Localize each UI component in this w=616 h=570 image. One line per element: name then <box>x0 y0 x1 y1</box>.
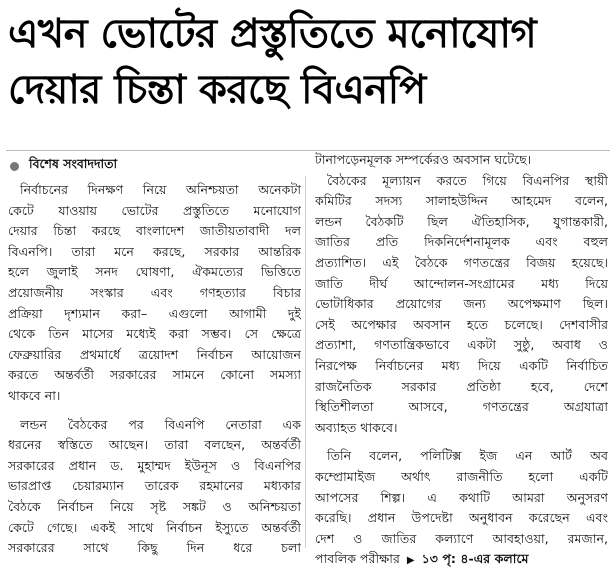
right-para-2 <box>315 171 608 439</box>
right-column <box>315 150 608 570</box>
text-line: বৈঠকের মূল্যায়ন করতে গিয়ে বিএনপির স্থায়ী <box>327 172 608 188</box>
jump-reference[interactable]: ১৩ পৃ: ৪-এর কলামে <box>421 551 529 567</box>
text-line: রাজনৈতিক সরকার প্রতিষ্ঠা হবে, দেশে <box>315 378 608 394</box>
bullet-icon <box>10 162 19 171</box>
byline-text: বিশেষ সংবাদদাতা <box>29 156 118 171</box>
text-line: প্রত্যাশিত। এই বৈঠকে গণতন্ত্রের বিজয় হয়েছে। <box>315 254 608 270</box>
column-divider <box>305 176 306 548</box>
text-line: সরকারের সাথে কিছু দিন ধরে চলা <box>8 540 301 556</box>
text-line: বৈঠকে নির্বাচন নিয়ে সৃষ্ট সঙ্কট ও অনিশ্চয়তা <box>8 498 301 514</box>
text-line: কমিটির সদস্য সালাহউদ্দিন আহমেদ বলেন, <box>315 193 608 209</box>
text-line: করতে অন্তর্বর্তী সরকারের সামনে কোনো সমস্যা <box>8 367 301 383</box>
text-line: লন্ডন বৈঠকটি ছিল ঐতিহাসিক, যুগান্তকারী, <box>315 213 608 229</box>
text-line: বিএনপি। তারা মনে করছে, সরকার আন্তরিক <box>8 243 301 259</box>
text-line: প্রত্যাশা, গণতান্ত্রিকভাবে একটা সুষ্ঠু, অবাধ ও <box>315 337 608 353</box>
text-line: তিনি বলেন, পলিটিক্স ইজ এন আর্ট অব <box>327 448 608 464</box>
continuation-line <box>315 549 608 570</box>
text-line: লন্ডন বৈঠকের পর বিএনপি নেতারা এক <box>20 416 301 432</box>
text-line: আপসের শিল্প। এ কথাটি আমরা অনুসরণ <box>315 489 608 505</box>
triangle-icon: ▶ <box>406 555 415 567</box>
text-line: জাতি দীর্ঘ আন্দোলন-সংগ্রামের মধ্য দিয়ে <box>315 275 608 291</box>
text-line: কেটে গেছে। একই সাথে নির্বাচন ইস্যুতে অন্তর্বর্তী <box>8 519 301 535</box>
headline-line-2: দেয়ার চিন্তা করছে বিএনপি <box>8 67 426 113</box>
byline <box>10 156 117 176</box>
right-para-1 <box>315 150 608 171</box>
text-line: থাকবে না। <box>8 387 61 403</box>
text-line: নিরপেক্ষ নির্বাচনের মধ্য দিয়ে একটি নির্বাচিত <box>315 357 608 373</box>
text-line: সরকারের প্রধান ড. মুহাম্মদ ইউনূস ও বিএনপির <box>8 457 301 473</box>
text-fragment: পাবলিক পরীক্ষার <box>315 551 400 567</box>
headline-line-1: এখন ভোটের প্রস্তুতিতে মনোযোগ <box>8 11 537 57</box>
text-line: ধরনের স্বস্তিতে আছেন। তারা বলছেন, অন্তর্বর্তী <box>8 437 301 453</box>
text-line: অব্যাহত থাকবে। <box>315 419 398 435</box>
text-line: ভারপ্রাপ্ত চেয়ারম্যান তারেক রহমানের মধ্যকার <box>8 478 301 494</box>
text-line: প্রয়োজনীয় সংস্কার এবং গণহত্যার বিচার <box>8 284 301 300</box>
text-line: ফেব্রুয়ারির প্রথমার্ধে ত্রয়োদশ নির্বাচন আয়োজন <box>8 346 301 362</box>
text-line: দেশ ও জাতির কল্যাণে আবহাওয়া, রমজান, <box>315 530 608 546</box>
text-line: কেটে যাওয়ায় ভোটের প্রস্তুতিতে মনোযোগ <box>8 202 301 218</box>
text-line: স্থিতিশীলতা আসবে, গণতন্ত্রের অগ্রযাত্রা <box>315 399 608 415</box>
text-line: জাতির প্রতি দিকনির্দেশনামূলক এবং বহুল <box>315 234 608 250</box>
text-line: নির্বাচনের দিনক্ষণ নিয়ে অনিশ্চয়তা অনেকটা <box>20 182 301 197</box>
text-line: দেয়ার চিন্তা করছে বাংলাদেশ জাতীয়তাবাদী দল <box>8 223 301 239</box>
text-line: থেকে তিন মাসের মধ্যেই করা সম্ভব। সে ক্ষেত্রে <box>8 326 301 342</box>
text-line: ভোটাধিকার প্রয়োগের জন্য অপেক্ষমাণ ছিল। <box>315 296 608 312</box>
left-column <box>8 180 301 559</box>
headline <box>8 6 608 118</box>
text-line: করেছি। প্রধান উপদেষ্টা অনুধাবন করেছেন এবং <box>315 510 608 526</box>
left-para-1 <box>8 180 301 407</box>
text-line: সেই অপেক্ষার অবসান হতে চলেছে। দেশবাসীর <box>315 316 608 332</box>
text-line: প্রক্রিয়া দৃশ্যমান করা– এগুলো আগামী দুই <box>8 305 301 321</box>
left-para-2 <box>8 415 301 559</box>
right-para-3 <box>315 446 608 570</box>
text-line: কম্প্রোমাইজ অর্থাৎ রাজনীতি হলো একটি <box>315 468 608 484</box>
text-line: হলে জুলাই সনদ ঘোষণা, ঐকমত্যের ভিত্তিতে <box>8 264 301 280</box>
text-line: টানাপড়েনমূলক সম্পর্কেরও অবসান ঘটেছে। <box>315 152 532 167</box>
